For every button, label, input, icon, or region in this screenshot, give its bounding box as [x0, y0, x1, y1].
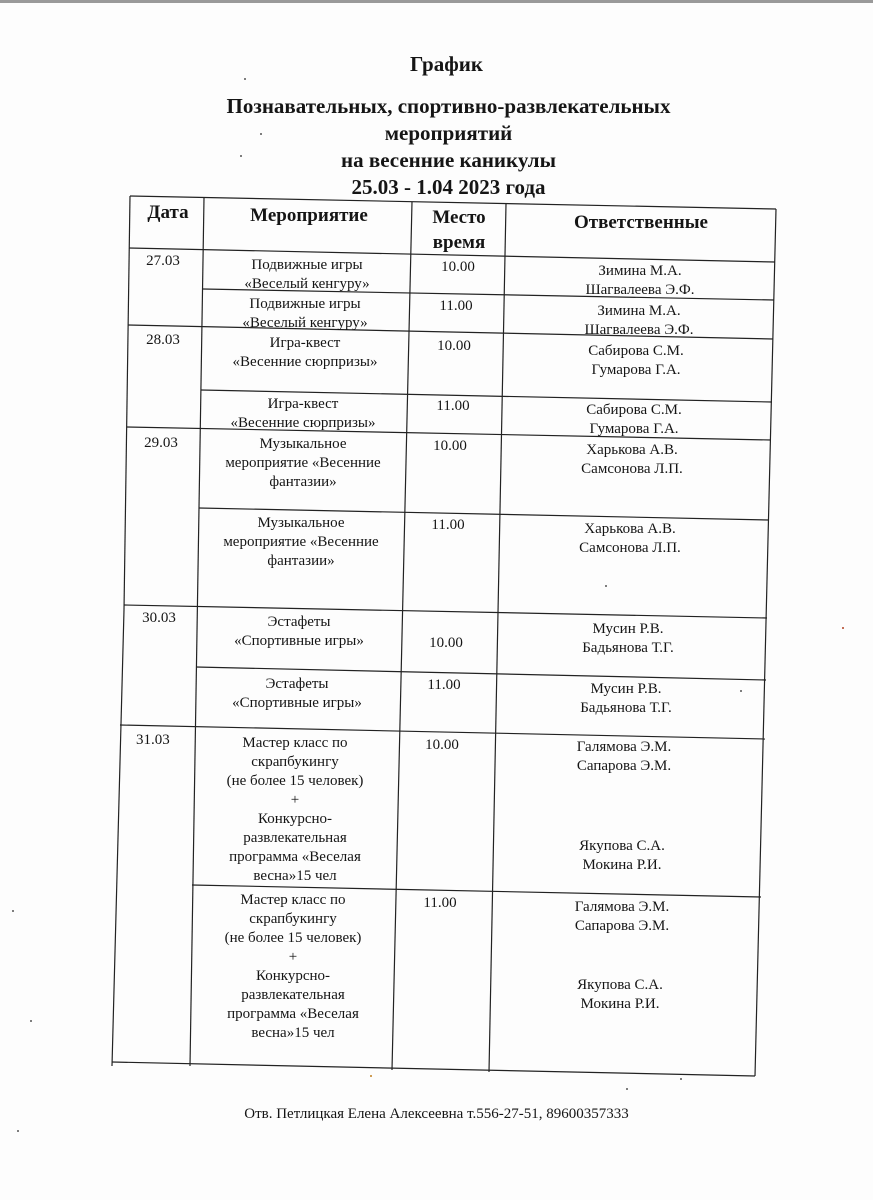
table-cell-time: 11.00 [436, 398, 470, 414]
table-cell-time: 10.00 [437, 338, 471, 354]
table-cell-time: 10.00 [429, 635, 463, 651]
table-cell-event: Музыкальное мероприятие «Весенние фантазии» [225, 436, 381, 490]
table-cell-event: Игра-квест «Весенние сюрпризы» [232, 335, 378, 370]
table-cell-responsible: Харькова А.В. Самсонова Л.П. [581, 442, 683, 477]
table-cell-date: 28.03 [146, 332, 180, 348]
scan-speck [30, 1020, 32, 1022]
scan-speck [244, 78, 246, 80]
scan-speck [626, 1088, 628, 1090]
scan-speck [260, 133, 262, 135]
table-cell-responsible: Сабирова С.М. Гумарова Г.А. [588, 343, 684, 378]
table-cell-responsible: Галямова Э.М. Сапарова Э.М. [576, 739, 672, 774]
table-cell-responsible: Галямова Э.М. Сапарова Э.М. [574, 899, 670, 934]
table-cell-time: 10.00 [441, 259, 475, 275]
table-cell-responsible: Мусин Р.В. Бадьянова Т.Г. [582, 621, 674, 656]
table-cell-date: 29.03 [144, 435, 178, 451]
document-subtitle: Познавательных, спортивно-развлекательных мероприятий [226, 94, 671, 145]
table-cell-event: Мастер класс по скрапбукингу (не более 15 человек) + Конкурсно- развлекательная программа «Веселая весна»15 чел [226, 735, 364, 884]
table-cell-responsible: Мусин Р.В. Бадьянова Т.Г. [580, 681, 672, 716]
table-cell-date: 30.03 [142, 610, 176, 626]
table-cell-time: 10.00 [433, 438, 467, 454]
period-line: на весенние каникулы [341, 148, 556, 172]
table-cell-time: 11.00 [427, 677, 461, 693]
table-cell-event: Эстафеты «Спортивные игры» [232, 676, 362, 711]
table-cell-date: 31.03 [136, 732, 170, 748]
table-cell-time: 11.00 [423, 895, 457, 911]
table-cell-event: Игра-квест «Весенние сюрпризы» [230, 396, 376, 431]
document-title: График [410, 52, 483, 76]
scan-speck [605, 585, 607, 587]
table-cell-time: 11.00 [439, 298, 473, 314]
table-cell-event: Подвижные игры «Веселый кенгуру» [242, 296, 368, 331]
column-header-responsible: Ответственные [574, 212, 708, 233]
table-cell-event: Музыкальное мероприятие «Весенние фантазии» [223, 515, 379, 569]
scan-speck [842, 627, 844, 629]
column-header-event: Мероприятие [250, 205, 368, 226]
table-cell-responsible: Зимина М.А. Шагвалеева Э.Ф. [585, 263, 695, 298]
table-cell-responsible: Сабирова С.М. Гумарова Г.А. [586, 402, 682, 437]
table-cell-event: Эстафеты «Спортивные игры» [234, 614, 364, 649]
table-cell-time: 11.00 [431, 517, 465, 533]
grid-line [112, 610, 124, 1066]
table-cell-date: 27.03 [146, 253, 180, 269]
grid-line [112, 1062, 755, 1076]
table-cell-responsible-secondary: Якупова С.А. Мокина Р.И. [579, 838, 665, 873]
scan-speck [17, 1130, 19, 1132]
table-cell-time: 10.00 [425, 737, 459, 753]
table-cell-responsible: Харькова А.В. Самсонова Л.П. [579, 521, 681, 556]
table-cell-responsible-secondary: Якупова С.А. Мокина Р.И. [577, 977, 663, 1012]
column-header-date: Дата [147, 202, 189, 223]
scan-speck [680, 1078, 682, 1080]
table-cell-event: Подвижные игры «Веселый кенгуру» [244, 257, 370, 292]
scan-speck [740, 690, 742, 692]
dates-line: 25.03 - 1.04 2023 года [351, 175, 546, 199]
table-cell-responsible: Зимина М.А. Шагвалеева Э.Ф. [584, 303, 694, 338]
scan-speck [370, 1075, 372, 1077]
column-header-place-time: Место время [432, 207, 486, 253]
scan-speck [12, 910, 14, 912]
contact-footer: Отв. Петлицкая Елена Алексеевна т.556-27-51, 89600357333 [244, 1106, 629, 1122]
table-cell-event: Мастер класс по скрапбукингу (не более 15 человек) + Конкурсно- развлекательная программа «Веселая весна»15 чел [224, 892, 362, 1041]
scan-speck [240, 155, 242, 157]
